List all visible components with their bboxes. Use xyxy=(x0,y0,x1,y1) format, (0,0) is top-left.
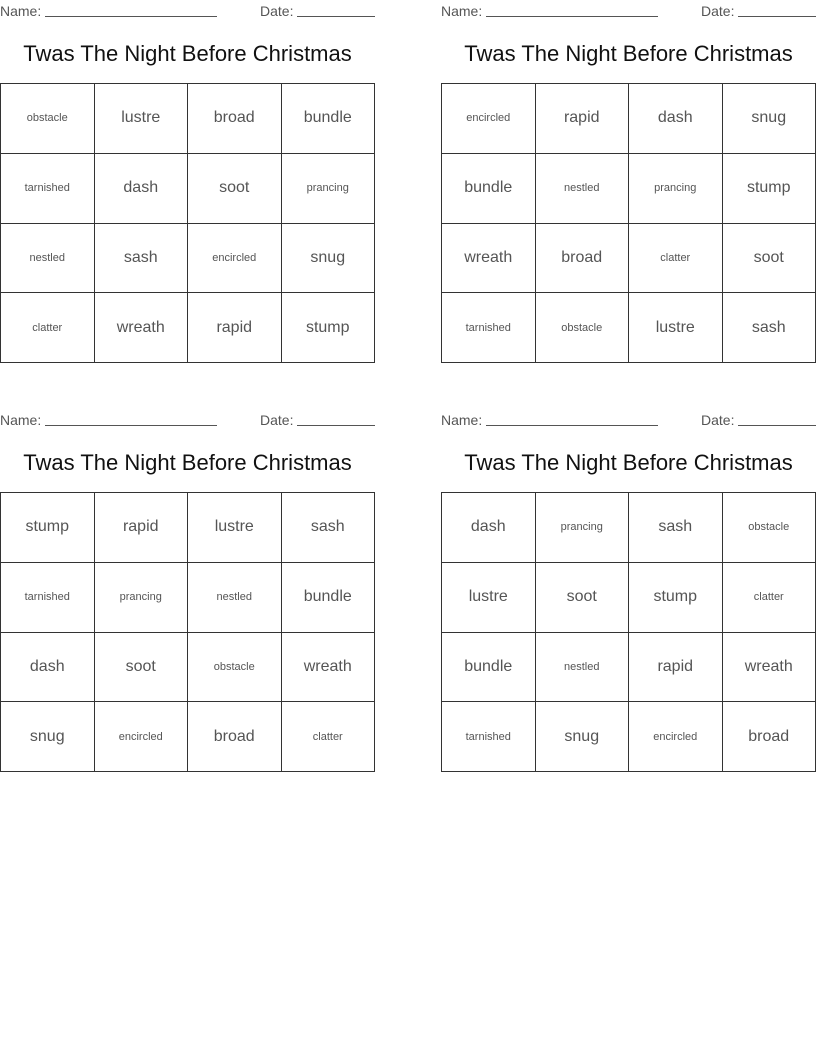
bingo-cell: stump xyxy=(282,293,376,363)
bingo-cell: lustre xyxy=(188,493,282,563)
bingo-cell: dash xyxy=(95,154,189,224)
bingo-cell: tarnished xyxy=(442,702,536,772)
bingo-cell: snug xyxy=(536,702,630,772)
bingo-cell: tarnished xyxy=(442,293,536,363)
bingo-cell: bundle xyxy=(282,563,376,633)
bingo-card xyxy=(0,409,375,745)
bingo-cell: prancing xyxy=(95,563,189,633)
bingo-cell: soot xyxy=(536,563,630,633)
bingo-cell: tarnished xyxy=(1,154,95,224)
bingo-grid xyxy=(0,492,375,772)
bingo-cell: soot xyxy=(95,633,189,703)
date-label: Date: xyxy=(701,412,735,428)
name-blank-line xyxy=(486,425,658,426)
bingo-cell: encircled xyxy=(629,702,723,772)
card-title: Twas The Night Before Christmas xyxy=(464,450,793,475)
bingo-cell: rapid xyxy=(95,493,189,563)
bingo-cell: dash xyxy=(442,493,536,563)
bingo-cell: snug xyxy=(282,224,376,294)
name-label: Name: xyxy=(0,3,42,19)
bingo-cell: wreath xyxy=(442,224,536,294)
card-title: Twas The Night Before Christmas xyxy=(464,41,793,66)
date-blank-line xyxy=(738,425,816,426)
bingo-cell: snug xyxy=(1,702,95,772)
date-label: Date: xyxy=(701,3,735,19)
bingo-cell: prancing xyxy=(629,154,723,224)
bingo-cell: wreath xyxy=(95,293,189,363)
bingo-cell: prancing xyxy=(282,154,376,224)
name-label: Name: xyxy=(441,412,483,428)
bingo-cell: clatter xyxy=(1,293,95,363)
bingo-cell: encircled xyxy=(188,224,282,294)
bingo-cell: lustre xyxy=(95,84,189,154)
bingo-cell: nestled xyxy=(188,563,282,633)
card-header xyxy=(0,409,375,431)
bingo-cell: clatter xyxy=(282,702,376,772)
bingo-grid xyxy=(441,83,816,363)
bingo-cell: sash xyxy=(629,493,723,563)
bingo-cell: broad xyxy=(188,84,282,154)
bingo-cell: lustre xyxy=(442,563,536,633)
bingo-cell: clatter xyxy=(629,224,723,294)
bingo-cell: tarnished xyxy=(1,563,95,633)
bingo-cell: broad xyxy=(536,224,630,294)
bingo-card xyxy=(441,409,816,745)
bingo-cell: encircled xyxy=(95,702,189,772)
bingo-cell: sash xyxy=(723,293,816,363)
bingo-cell: bundle xyxy=(282,84,376,154)
bingo-cell: nestled xyxy=(536,154,630,224)
bingo-cell: soot xyxy=(723,224,816,294)
date-blank-line xyxy=(297,425,375,426)
bingo-cell: clatter xyxy=(723,563,816,633)
bingo-cell: broad xyxy=(723,702,816,772)
name-blank-line xyxy=(486,16,658,17)
bingo-cell: dash xyxy=(1,633,95,703)
bingo-cell: lustre xyxy=(629,293,723,363)
date-label: Date: xyxy=(260,3,294,19)
card-header xyxy=(441,409,816,431)
bingo-cell: bundle xyxy=(442,154,536,224)
bingo-cell: stump xyxy=(723,154,816,224)
bingo-grid xyxy=(0,83,375,363)
bingo-card xyxy=(0,0,375,336)
name-label: Name: xyxy=(0,412,42,428)
bingo-cell: wreath xyxy=(723,633,816,703)
bingo-cell: stump xyxy=(629,563,723,633)
bingo-cell: encircled xyxy=(442,84,536,154)
bingo-cell: obstacle xyxy=(188,633,282,703)
name-label: Name: xyxy=(441,3,483,19)
bingo-card xyxy=(441,0,816,336)
bingo-cell: snug xyxy=(723,84,816,154)
bingo-cell: nestled xyxy=(536,633,630,703)
bingo-cell: broad xyxy=(188,702,282,772)
date-label: Date: xyxy=(260,412,294,428)
bingo-cell: bundle xyxy=(442,633,536,703)
bingo-cell: obstacle xyxy=(536,293,630,363)
bingo-cell: rapid xyxy=(536,84,630,154)
bingo-cell: soot xyxy=(188,154,282,224)
bingo-cell: stump xyxy=(1,493,95,563)
bingo-cell: prancing xyxy=(536,493,630,563)
bingo-cell: obstacle xyxy=(1,84,95,154)
bingo-cell: sash xyxy=(95,224,189,294)
bingo-cell: obstacle xyxy=(723,493,816,563)
card-title: Twas The Night Before Christmas xyxy=(23,41,352,66)
name-blank-line xyxy=(45,425,217,426)
date-blank-line xyxy=(297,16,375,17)
card-header xyxy=(441,0,816,22)
bingo-cell: rapid xyxy=(188,293,282,363)
bingo-cell: nestled xyxy=(1,224,95,294)
card-header xyxy=(0,0,375,22)
bingo-cell: wreath xyxy=(282,633,376,703)
bingo-cell: dash xyxy=(629,84,723,154)
date-blank-line xyxy=(738,16,816,17)
bingo-grid xyxy=(441,492,816,772)
bingo-cell: rapid xyxy=(629,633,723,703)
card-title: Twas The Night Before Christmas xyxy=(23,450,352,475)
name-blank-line xyxy=(45,16,217,17)
bingo-cell: sash xyxy=(282,493,376,563)
